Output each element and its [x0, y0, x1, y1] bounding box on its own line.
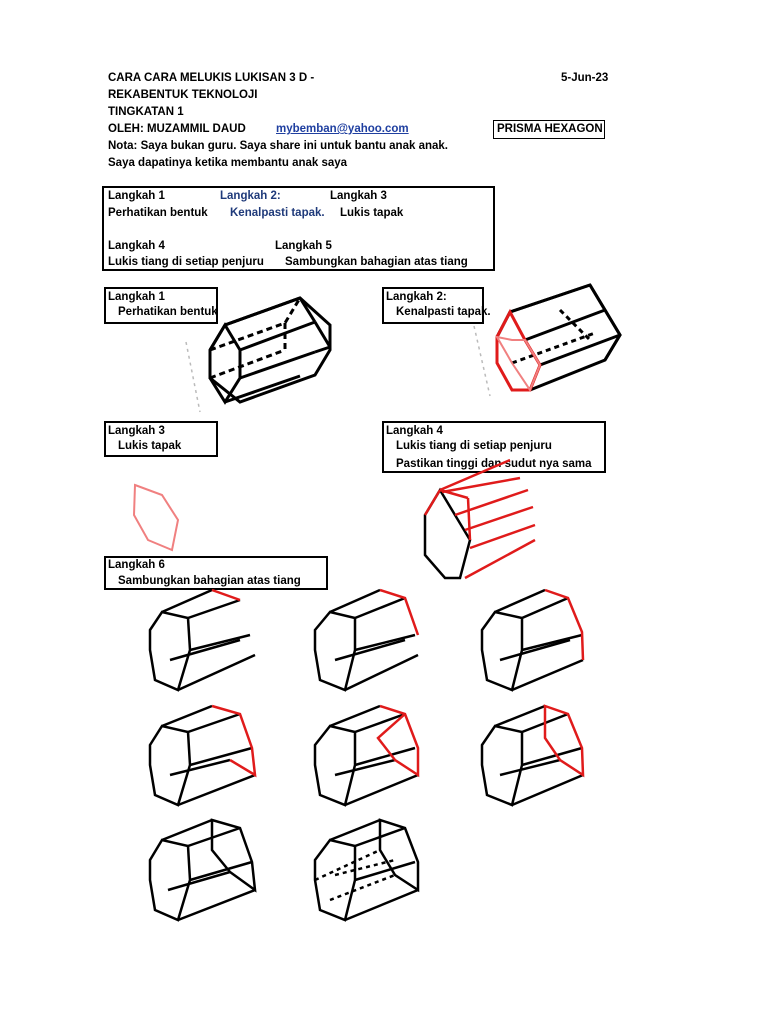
- prism-step6-e: [315, 706, 418, 805]
- step6-title: Langkah 6: [108, 559, 165, 571]
- summary-step2-text: Kenalpasti tapak.: [230, 207, 325, 219]
- summary-step5-text: Sambungkan bahagian atas tiang: [285, 256, 468, 268]
- summary-step5-title: Langkah 5: [275, 240, 332, 252]
- step3-title: Langkah 3: [108, 425, 165, 437]
- summary-step4-text: Lukis tiang di setiap penjuru: [108, 256, 264, 268]
- prism-step6-g: [150, 820, 255, 920]
- note-line-2: Saya dapatinya ketika membantu anak saya: [108, 157, 348, 169]
- topic-label: PRISMA HEXAGON: [497, 123, 603, 135]
- step4-text-2: Pastikan tinggi dan sudut nya sama: [396, 458, 592, 470]
- summary-step3-text: Lukis tapak: [340, 207, 404, 219]
- prism-step4: [425, 460, 535, 578]
- summary-step2-title: Langkah 2:: [220, 190, 281, 202]
- title-line-2: REKABENTUK TEKNOLOJI: [108, 89, 258, 101]
- prism-step6-c: [482, 590, 583, 690]
- form-level: TINGKATAN 1: [108, 106, 184, 118]
- step4-title: Langkah 4: [386, 425, 443, 437]
- prism-step6-d: [150, 706, 255, 805]
- prism-step6-h: [315, 820, 418, 920]
- step2-title: Langkah 2:: [386, 291, 447, 303]
- step2-text: Kenalpasti tapak.: [396, 306, 491, 318]
- prism-step3-base: [134, 485, 178, 550]
- note-line-1: Nota: Saya bukan guru. Saya share ini untuk bantu anak anak.: [108, 140, 448, 152]
- prism-step6-f: [482, 706, 583, 805]
- prism-step6-b: [315, 590, 418, 690]
- author: OLEH: MUZAMMIL DAUD: [108, 123, 246, 135]
- summary-step1-title: Langkah 1: [108, 190, 165, 202]
- email-link[interactable]: mybemban@yahoo.com: [276, 123, 409, 135]
- step3-text: Lukis tapak: [118, 440, 182, 452]
- summary-step4-title: Langkah 4: [108, 240, 165, 252]
- prism-step1: [210, 298, 330, 402]
- title-line-1: CARA CARA MELUKIS LUKISAN 3 D -: [108, 72, 315, 84]
- step4-text-1: Lukis tiang di setiap penjuru: [396, 440, 552, 452]
- step1-title: Langkah 1: [108, 291, 165, 303]
- summary-step3-title: Langkah 3: [330, 190, 387, 202]
- step6-text: Sambungkan bahagian atas tiang: [118, 575, 301, 587]
- prism-step6-a: [150, 590, 255, 690]
- summary-step1-text: Perhatikan bentuk: [108, 207, 208, 219]
- date: 5-Jun-23: [561, 72, 609, 84]
- step1-text: Perhatikan bentuk: [118, 306, 218, 318]
- prism-step2: [497, 285, 620, 390]
